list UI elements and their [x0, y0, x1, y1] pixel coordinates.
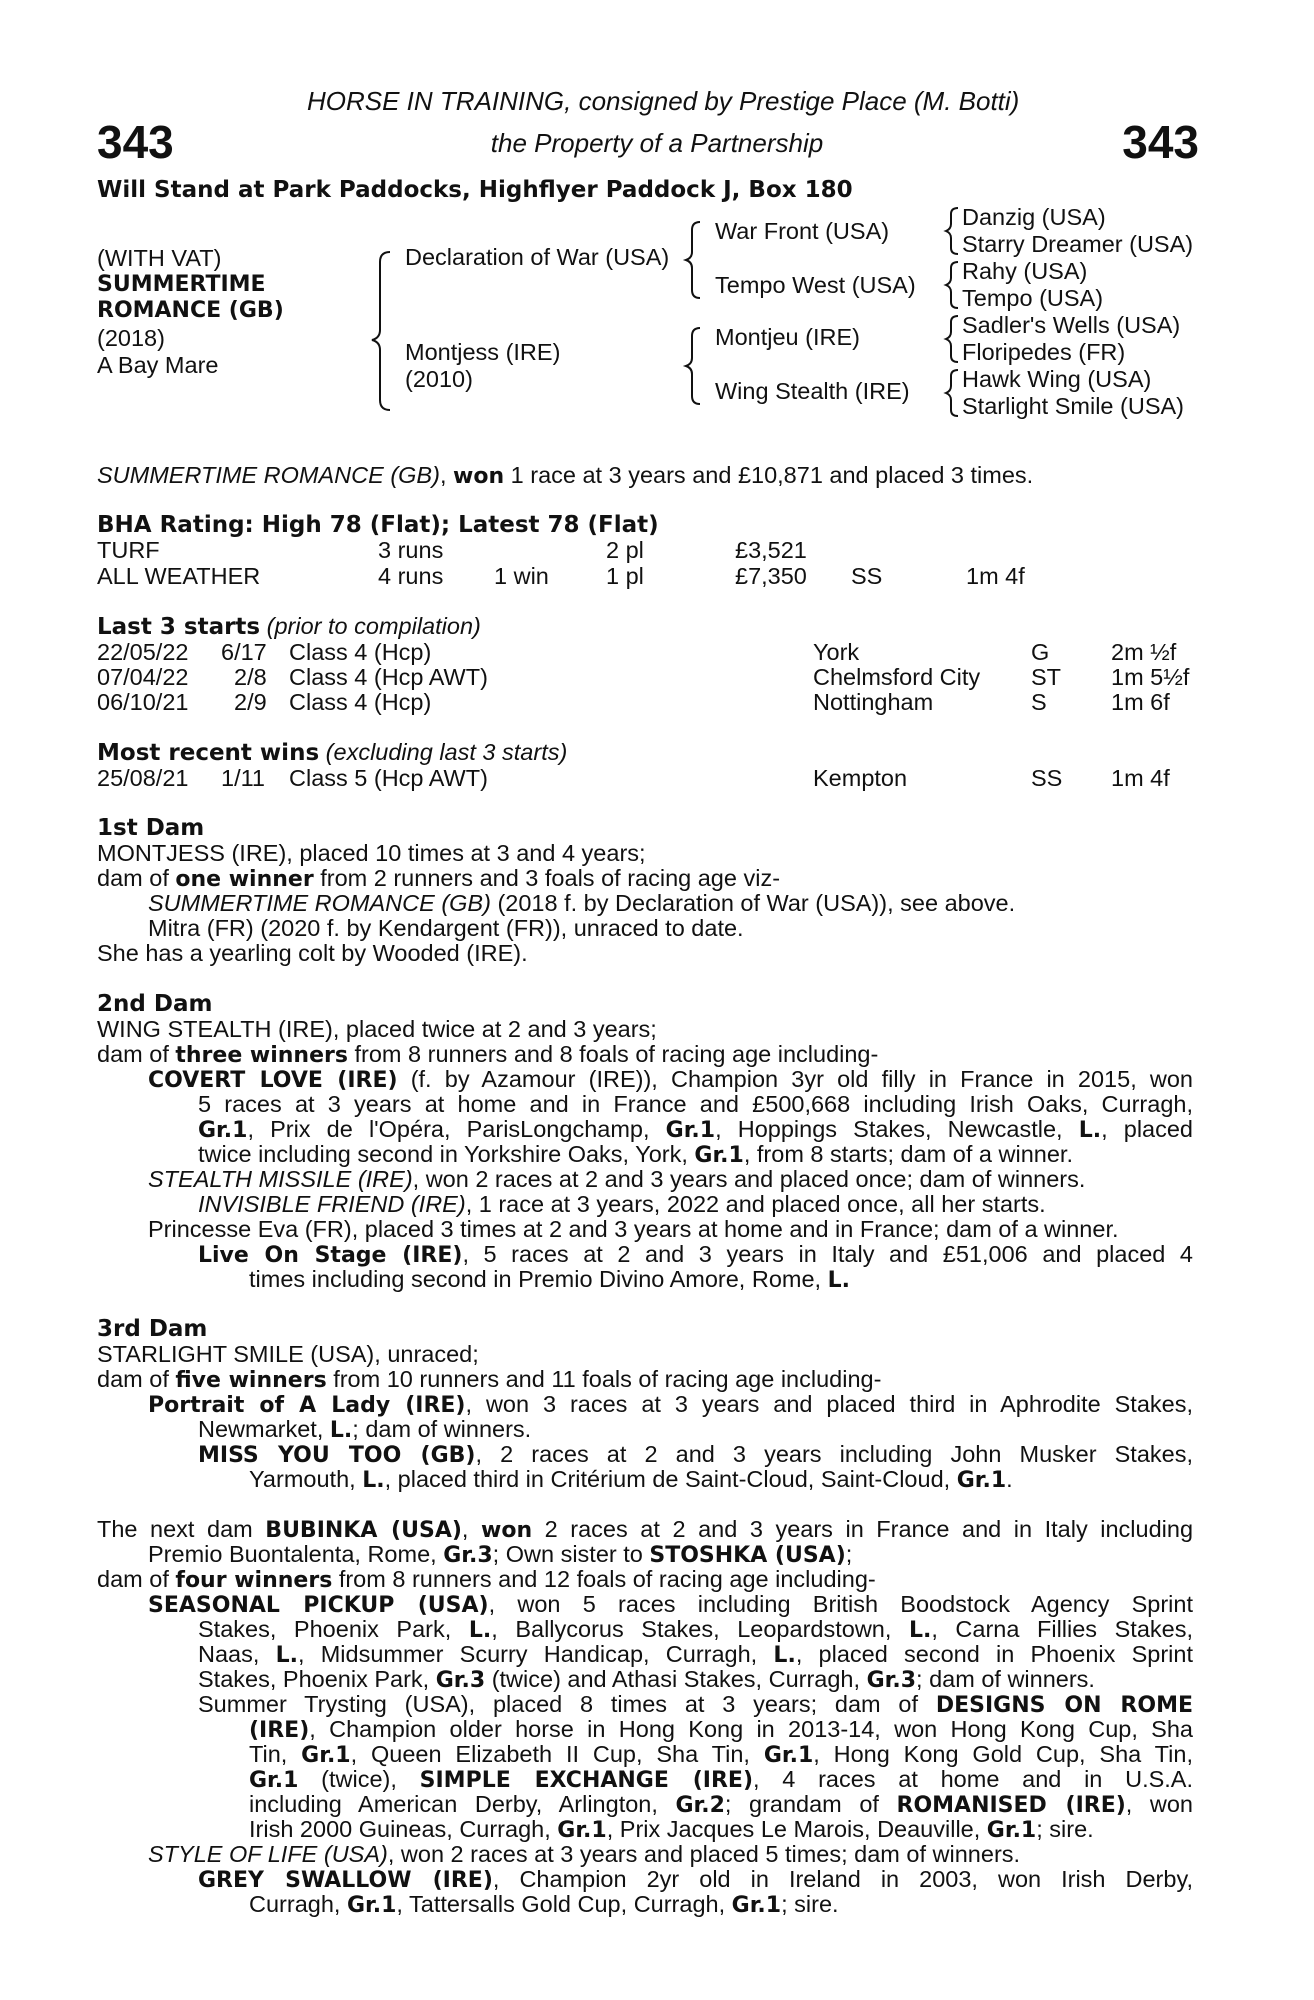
bha-rating-heading: BHA Rating: High 78 (Flat); Latest 78 (Flat): [97, 512, 659, 538]
third-dam-produce-line: Portrait of A Lady (IRE), won 3 races at 3 years and placed third in Aphrodite Stakes,: [148, 1391, 1193, 1418]
pedigree-dsd: Floripedes (FR): [962, 339, 1126, 365]
race-summary: SUMMERTIME ROMANCE (GB), won 1 race at 3 years and £10,871 and placed 3 times.: [97, 462, 1034, 489]
next-dam-produce-line: STYLE OF LIFE (USA), won 2 races at 3 years and placed 5 times; dam of winners.: [148, 1841, 1021, 1867]
first-dam-produce-line: SUMMERTIME ROMANCE (GB) (2018 f. by Declaration of War (USA)), see above.: [148, 890, 1016, 916]
next-dam-produce-line: Curragh, Gr.1, Tattersalls Gold Cup, Curragh, Gr.1; sire.: [249, 1891, 839, 1918]
second-dam-produce-line: COVERT LOVE (IRE) (f. by Azamour (IRE)), Champion 3yr old filly in France in 2015, won: [148, 1066, 1193, 1093]
second-dam-produce-line: Princesse Eva (FR), placed 3 times at 2 and 3 years at home and in France; dam of a winner.: [148, 1216, 1119, 1242]
stabling-line: Will Stand at Park Paddocks, Highflyer Paddock J, Box 180: [97, 177, 853, 203]
start-position: 6/17: [221, 639, 267, 665]
start-course: York: [813, 639, 860, 665]
first-dam-produce-line: Mitra (FR) (2020 f. by Kendargent (FR)), unraced to date.: [148, 915, 744, 941]
second-dam-produce-line: Live On Stage (IRE), 5 races at 2 and 3 years in Italy and £51,006 and placed 4: [198, 1241, 1193, 1268]
first-dam-produce-line: She has a yearling colt by Wooded (IRE).: [97, 940, 528, 966]
pedigree-sire-dam: Tempo West (USA): [715, 272, 916, 298]
rating-distance: 1m 4f: [966, 563, 1025, 589]
horse-name-line1: SUMMERTIME: [97, 272, 266, 297]
next-dam-produce-line: Stakes, Phoenix Park, Gr.3 (twice) and Athasi Stakes, Curragh, Gr.3; dam of winners.: [198, 1666, 1095, 1693]
start-course: Nottingham: [813, 689, 934, 715]
next-dam-produce-summary: dam of four winners from 8 runners and 12 foals of racing age including-: [97, 1566, 876, 1593]
start-position: 2/8: [234, 664, 267, 690]
win-going: SS: [1031, 765, 1063, 791]
next-dam-produce-line: Naas, L., Midsummer Scurry Handicap, Curragh, L., placed second in Phoenix Sprint: [198, 1641, 1193, 1668]
win-distance: 1m 4f: [1111, 765, 1170, 791]
lot-number-right: 343: [1122, 116, 1199, 168]
summary-horse-name: SUMMERTIME ROMANCE (GB): [97, 462, 440, 488]
vat-note: (WITH VAT): [97, 245, 222, 271]
next-dam-produce-line: Irish 2000 Guineas, Curragh, Gr.1, Prix Jacques Le Marois, Deauville, Gr.1; sire.: [249, 1816, 1094, 1843]
next-dam-produce-line: SEASONAL PICKUP (USA), won 5 races including British Boodstock Agency Sprint: [148, 1591, 1193, 1618]
second-dam-line: WING STEALTH (IRE), placed twice at 2 and 3 years;: [97, 1016, 657, 1042]
first-dam-produce-summary: dam of one winner from 2 runners and 3 foals of racing age viz-: [97, 865, 781, 892]
pedigree-sds: Rahy (USA): [962, 258, 1088, 284]
summary-text: 1 race at 3 years and £10,871 and placed 3 times.: [510, 462, 1034, 488]
rating-runs: 3 runs: [378, 537, 444, 563]
start-position: 2/9: [234, 689, 267, 715]
second-dam-produce-line: Gr.1, Prix de l'Opéra, ParisLongchamp, Gr.1, Hoppings Stakes, Newcastle, L., placed: [198, 1116, 1193, 1143]
pedigree-dam-dam: Wing Stealth (IRE): [715, 378, 910, 404]
second-dam-produce-line: times including second in Premio Divino Amore, Rome, L.: [249, 1266, 850, 1293]
consignment-line: HORSE IN TRAINING, consigned by Prestige Place (M. Botti): [307, 86, 1020, 116]
win-date: 25/08/21: [97, 765, 189, 791]
pedigree-dam-sire: Montjeu (IRE): [715, 324, 860, 350]
rating-wins: 1 win: [494, 563, 549, 589]
rating-prize: £7,350: [735, 563, 807, 589]
second-dam-produce-line: twice including second in Yorkshire Oaks, York, Gr.1, from 8 starts; dam of a winner.: [198, 1141, 1073, 1168]
start-date: 22/05/22: [97, 639, 189, 665]
start-date: 06/10/21: [97, 689, 189, 715]
start-distance: 2m ½f: [1111, 639, 1177, 665]
next-dam-produce-line: including American Derby, Arlington, Gr.2; grandam of ROMANISED (IRE), won: [249, 1791, 1193, 1818]
recent-wins-heading: Most recent wins (excluding last 3 starts): [97, 739, 568, 766]
start-distance: 1m 6f: [1111, 689, 1170, 715]
first-dam-line: MONTJESS (IRE), placed 10 times at 3 and 4 years;: [97, 840, 646, 866]
next-dam-line: The next dam BUBINKA (USA), won 2 races at 2 and 3 years in France and in Italy including: [97, 1516, 1194, 1543]
win-course: Kempton: [813, 765, 908, 791]
rating-going: SS: [851, 563, 883, 589]
next-dam-produce-line: Stakes, Phoenix Park, L., Ballycorus Stakes, Leopardstown, L., Carna Fillies Stakes,: [198, 1616, 1193, 1643]
second-dam-produce-line: 5 races at 3 years at home and in France and £500,668 including Irish Oaks, Curragh,: [198, 1091, 1193, 1117]
pedigree-ssd: Starry Dreamer (USA): [962, 231, 1194, 257]
lot-number-left: 343: [97, 116, 174, 168]
start-class: Class 4 (Hcp AWT): [289, 664, 488, 690]
third-dam-produce-line: Yarmouth, L., placed third in Critérium de Saint-Cloud, Saint-Cloud, Gr.1.: [249, 1466, 1013, 1493]
third-dam-line: STARLIGHT SMILE (USA), unraced;: [97, 1341, 479, 1367]
first-dam-heading: 1st Dam: [97, 815, 205, 841]
rating-placed: 1 pl: [606, 563, 644, 589]
horse-description: A Bay Mare: [97, 352, 219, 378]
second-dam-heading: 2nd Dam: [97, 991, 213, 1017]
next-dam-produce-line: Gr.1 (twice), SIMPLE EXCHANGE (IRE), 4 races at home and in U.S.A.: [249, 1766, 1194, 1793]
win-position: 1/11: [221, 765, 265, 791]
third-dam-produce-summary: dam of five winners from 10 runners and 11 foals of racing age including-: [97, 1366, 882, 1393]
property-line: the Property of a Partnership: [490, 128, 824, 158]
second-dam-produce-line: STEALTH MISSILE (IRE), won 2 races at 2 and 3 years and placed once; dam of winners.: [148, 1166, 1086, 1192]
pedigree-dam-year: (2010): [405, 366, 473, 392]
rating-surface: TURF: [97, 537, 160, 563]
rating-prize: £3,521: [735, 537, 807, 563]
third-dam-heading: 3rd Dam: [97, 1316, 208, 1342]
start-going: G: [1031, 639, 1050, 665]
next-dam-line: Premio Buontalenta, Rome, Gr.3; Own sister to STOSHKA (USA);: [148, 1541, 853, 1568]
summary-won: won: [453, 464, 505, 489]
pedigree-sdd: Tempo (USA): [962, 285, 1104, 311]
pedigree-dam: Montjess (IRE): [405, 339, 561, 365]
next-dam-produce-line: Summer Trysting (USA), placed 8 times at 3 years; dam of DESIGNS ON ROME: [198, 1691, 1193, 1718]
start-class: Class 4 (Hcp): [289, 689, 432, 715]
last-starts-heading: Last 3 starts (prior to compilation): [97, 613, 481, 640]
second-dam-produce-summary: dam of three winners from 8 runners and 8 foals of racing age including-: [97, 1041, 879, 1068]
pedigree-dss: Sadler's Wells (USA): [962, 312, 1181, 338]
start-class: Class 4 (Hcp): [289, 639, 432, 665]
rating-runs: 4 runs: [378, 563, 444, 589]
next-dam-produce-line: (IRE), Champion older horse in Hong Kong in 2013-14, won Hong Kong Cup, Sha: [249, 1716, 1193, 1743]
pedigree-ddd: Starlight Smile (USA): [962, 393, 1184, 419]
start-course: Chelmsford City: [813, 664, 981, 690]
rating-surface: ALL WEATHER: [97, 563, 261, 589]
win-class: Class 5 (Hcp AWT): [289, 765, 488, 791]
start-date: 07/04/22: [97, 664, 189, 690]
pedigree-sire-sire: War Front (USA): [715, 218, 890, 244]
third-dam-produce-line: MISS YOU TOO (GB), 2 races at 2 and 3 years including John Musker Stakes,: [198, 1441, 1193, 1468]
start-going: S: [1031, 689, 1047, 715]
horse-year: (2018): [97, 325, 165, 351]
next-dam-produce-line: GREY SWALLOW (IRE), Champion 2yr old in Ireland in 2003, won Irish Derby,: [198, 1866, 1193, 1893]
pedigree-sire: Declaration of War (USA): [405, 244, 670, 270]
next-dam-produce-line: Tin, Gr.1, Queen Elizabeth II Cup, Sha Tin, Gr.1, Hong Kong Gold Cup, Sha Tin,: [249, 1741, 1193, 1768]
pedigree-dds: Hawk Wing (USA): [962, 366, 1152, 392]
rating-placed: 2 pl: [606, 537, 644, 563]
start-distance: 1m 5½f: [1111, 664, 1190, 690]
pedigree-sss: Danzig (USA): [962, 204, 1106, 230]
second-dam-produce-line: INVISIBLE FRIEND (IRE), 1 race at 3 years, 2022 and placed once, all her starts.: [198, 1191, 1046, 1217]
third-dam-produce-line: Newmarket, L.; dam of winners.: [198, 1416, 532, 1443]
horse-name-line2: ROMANCE (GB): [97, 298, 284, 323]
start-going: ST: [1031, 664, 1062, 690]
